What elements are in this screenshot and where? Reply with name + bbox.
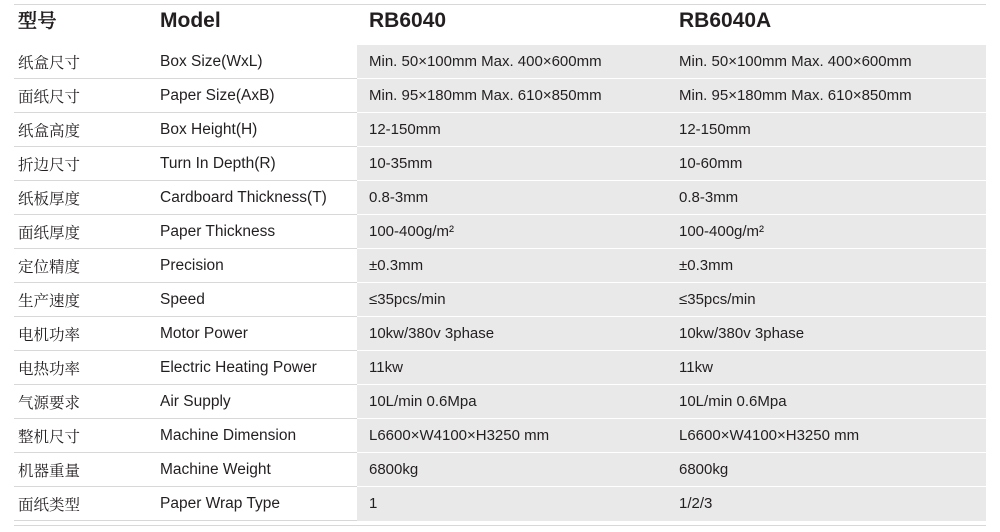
row-label-en: Paper Size(AxB) <box>152 79 357 113</box>
row-label-en: Paper Thickness <box>152 215 357 249</box>
row-label-cn: 机器重量 <box>14 453 152 487</box>
row-label-en: Electric Heating Power <box>152 351 357 385</box>
row-label-en: Machine Weight <box>152 453 357 487</box>
table-row <box>14 385 986 419</box>
row-label-cn: 折边尺寸 <box>14 147 152 181</box>
row-label-cn: 面纸尺寸 <box>14 79 152 113</box>
row-label-cn: 生产速度 <box>14 283 152 317</box>
row-value-rb6040a: 10-60mm <box>667 147 986 181</box>
table-row <box>14 147 986 181</box>
table-row <box>14 351 986 385</box>
row-value-rb6040: L6600×W4100×H3250 mm <box>357 419 667 453</box>
bottom-divider <box>14 525 986 526</box>
row-value-rb6040a: 12-150mm <box>667 113 986 147</box>
table-row <box>14 215 986 249</box>
row-value-rb6040a: L6600×W4100×H3250 mm <box>667 419 986 453</box>
row-value-rb6040: 12-150mm <box>357 113 667 147</box>
table-row <box>14 317 986 351</box>
table-row <box>14 283 986 317</box>
row-label-en: Turn In Depth(R) <box>152 147 357 181</box>
header-model-rb6040: RB6040 <box>369 9 447 32</box>
row-label-cn: 电机功率 <box>14 317 152 351</box>
row-value-rb6040: 11kw <box>357 351 667 385</box>
row-label-cn: 定位精度 <box>14 249 152 283</box>
row-value-rb6040: 6800kg <box>357 453 667 487</box>
row-label-en: Motor Power <box>152 317 357 351</box>
row-label-en: Box Height(H) <box>152 113 357 147</box>
row-value-rb6040a: 10kw/380v 3phase <box>667 317 986 351</box>
header-model-en: Model <box>160 9 221 32</box>
row-value-rb6040a: Min. 50×100mm Max. 400×600mm <box>667 45 986 79</box>
row-label-cn: 面纸类型 <box>14 487 152 521</box>
table-row <box>14 487 986 521</box>
row-label-cn: 整机尺寸 <box>14 419 152 453</box>
row-value-rb6040: 10L/min 0.6Mpa <box>357 385 667 419</box>
specification-table <box>14 0 986 521</box>
row-value-rb6040: 100-400g/m² <box>357 215 667 249</box>
table-row <box>14 45 986 79</box>
row-label-en: Air Supply <box>152 385 357 419</box>
row-value-rb6040: Min. 50×100mm Max. 400×600mm <box>357 45 667 79</box>
table-row <box>14 181 986 215</box>
row-value-rb6040a: 6800kg <box>667 453 986 487</box>
table-row <box>14 79 986 113</box>
row-value-rb6040a: 100-400g/m² <box>667 215 986 249</box>
table-header-row <box>14 0 986 45</box>
table-row <box>14 113 986 147</box>
row-value-rb6040a: 11kw <box>667 351 986 385</box>
row-label-en: Machine Dimension <box>152 419 357 453</box>
row-value-rb6040a: ±0.3mm <box>667 249 986 283</box>
row-value-rb6040a: ≤35pcs/min <box>667 283 986 317</box>
row-label-en: Speed <box>152 283 357 317</box>
row-label-en: Cardboard Thickness(T) <box>152 181 357 215</box>
table-header <box>14 0 986 45</box>
table-row <box>14 419 986 453</box>
row-label-cn: 电热功率 <box>14 351 152 385</box>
row-label-en: Precision <box>152 249 357 283</box>
header-model-rb6040a: RB6040A <box>679 9 772 32</box>
table-body <box>14 45 986 521</box>
row-value-rb6040a: 1/2/3 <box>667 487 986 521</box>
row-label-cn: 气源要求 <box>14 385 152 419</box>
row-value-rb6040: ≤35pcs/min <box>357 283 667 317</box>
table-row <box>14 453 986 487</box>
header-model-cn: 型号 <box>18 11 58 32</box>
row-label-cn: 纸板厚度 <box>14 181 152 215</box>
row-label-en: Box Size(WxL) <box>152 45 357 79</box>
row-value-rb6040: 1 <box>357 487 667 521</box>
row-label-cn: 面纸厚度 <box>14 215 152 249</box>
row-value-rb6040: ±0.3mm <box>357 249 667 283</box>
row-label-en: Paper Wrap Type <box>152 487 357 521</box>
row-label-cn: 纸盒高度 <box>14 113 152 147</box>
row-value-rb6040: 10kw/380v 3phase <box>357 317 667 351</box>
row-value-rb6040: Min. 95×180mm Max. 610×850mm <box>357 79 667 113</box>
table-row <box>14 249 986 283</box>
row-value-rb6040a: 10L/min 0.6Mpa <box>667 385 986 419</box>
row-value-rb6040a: 0.8-3mm <box>667 181 986 215</box>
top-divider <box>14 4 986 5</box>
row-value-rb6040: 0.8-3mm <box>357 181 667 215</box>
row-value-rb6040: 10-35mm <box>357 147 667 181</box>
row-value-rb6040a: Min. 95×180mm Max. 610×850mm <box>667 79 986 113</box>
row-label-cn: 纸盒尺寸 <box>14 45 152 79</box>
